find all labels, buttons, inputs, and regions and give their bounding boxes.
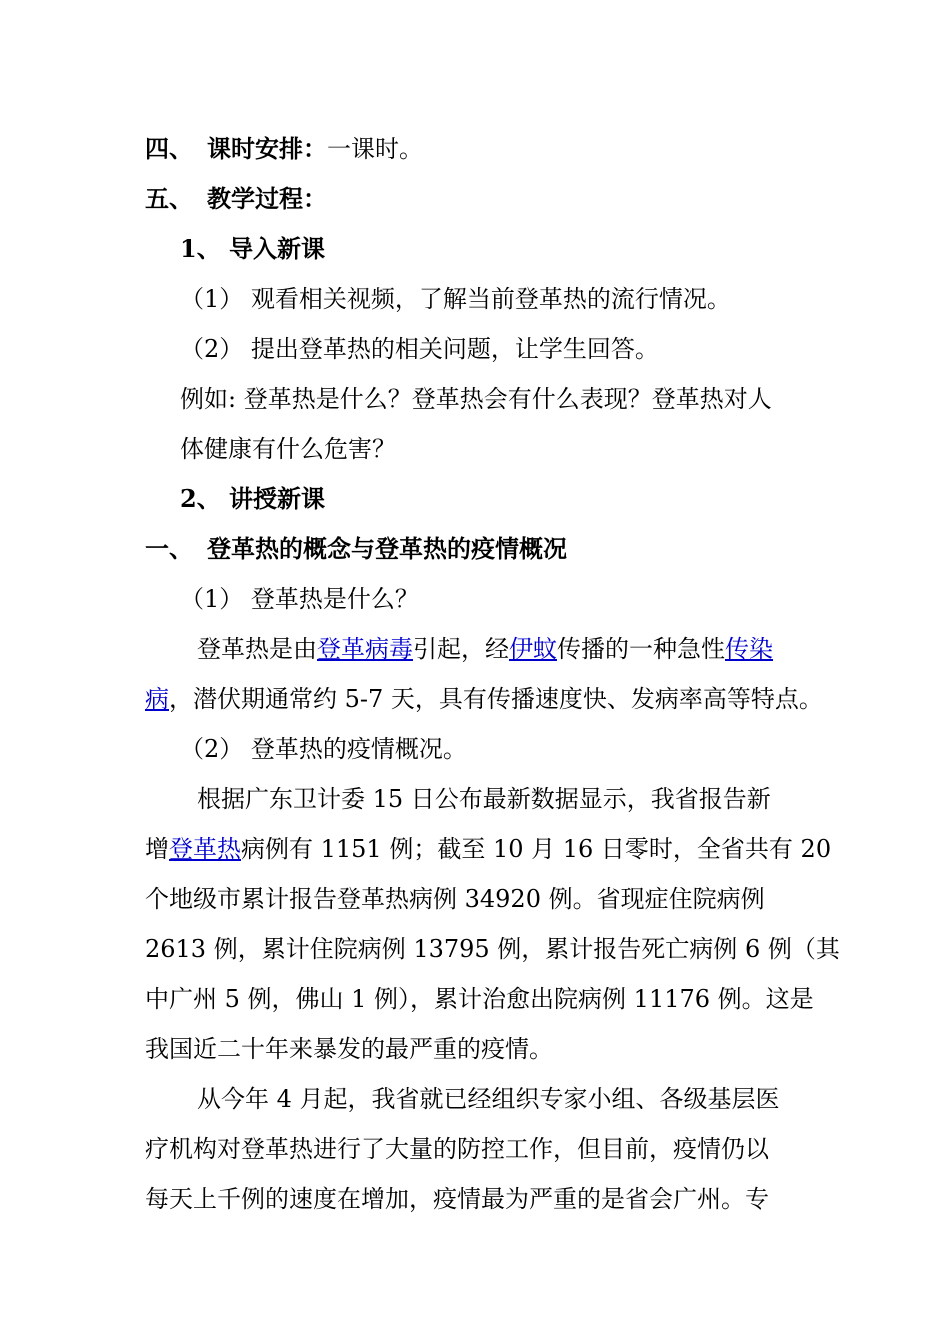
prevention-line1: 从今年 4 月起，我省就已经组织专家小组、各级基层医 [197,1085,780,1113]
definition-line1 [197,634,773,664]
question-epidemic: （2） 登革热的疫情概况。 [180,735,467,763]
epidemic-line2 [145,834,831,864]
link-infectious-disease[interactable]: 传染 [725,635,773,663]
definition-line2 [145,684,823,714]
section-one-title: 登革热的概念与登革热的疫情概况 [207,534,567,563]
definition-text: 引起，经 [413,635,509,663]
section-one-heading [145,534,567,564]
subheading-new-lesson: 2、 讲授新课 [180,484,326,513]
section-four-text: 一课时。 [327,135,423,163]
epidemic-text: 病例有 1151 例；截至 10 月 16 日零时，全省共有 20 [241,835,832,863]
paragraph-example-line1: 例如: 登革热是什么？登革热会有什么表现？登革热对人 [180,385,772,413]
link-aedes-mosquito[interactable]: 伊蚊 [509,635,557,663]
definition-text: ，潜伏期通常约 5-7 天，具有传播速度快、发病率高等特点。 [169,685,823,713]
link-infectious-disease-cont[interactable]: 病 [145,685,169,713]
epidemic-line6: 我国近二十年来暴发的最严重的疫情。 [145,1035,553,1063]
definition-text: 登革热是由 [197,635,317,663]
section-five-heading [145,184,327,214]
paragraph-ask-questions: （2） 提出登革热的相关问题，让学生回答。 [180,335,659,363]
epidemic-line3: 个地级市累计报告登革热病例 34920 例。省现症住院病例 [145,885,765,913]
section-four-title: 课时安排： [207,134,327,163]
definition-text: 传播的一种急性 [557,635,725,663]
paragraph-example-line2: 体健康有什么危害？ [180,435,396,463]
epidemic-line4: 2613 例，累计住院病例 13795 例，累计报告死亡病例 6 例（其 [145,935,840,963]
link-dengue-virus[interactable]: 登革病毒 [317,635,413,663]
section-one-number: 一、 [145,534,193,563]
section-four-heading [145,134,423,164]
link-dengue-fever[interactable]: 登革热 [169,835,241,863]
epidemic-line5: 中广州 5 例，佛山 1 例），累计治愈出院病例 11176 例。这是 [145,985,814,1013]
prevention-line3: 每天上千例的速度在增加，疫情最为严重的是省会广州。专 [145,1185,769,1213]
epidemic-text: 增 [145,835,169,863]
section-four-number: 四、 [145,134,193,163]
question-what-is: （1） 登革热是什么？ [180,585,419,613]
epidemic-line1: 根据广东卫计委 15 日公布最新数据显示，我省报告新 [197,785,771,813]
section-five-number: 五、 [145,184,193,213]
prevention-line2: 疗机构对登革热进行了大量的防控工作，但目前，疫情仍以 [145,1135,769,1163]
section-five-title: 教学过程： [207,184,327,213]
paragraph-watch-video: （1） 观看相关视频，了解当前登革热的流行情况。 [180,285,731,313]
subheading-intro: 1、 导入新课 [180,234,326,263]
